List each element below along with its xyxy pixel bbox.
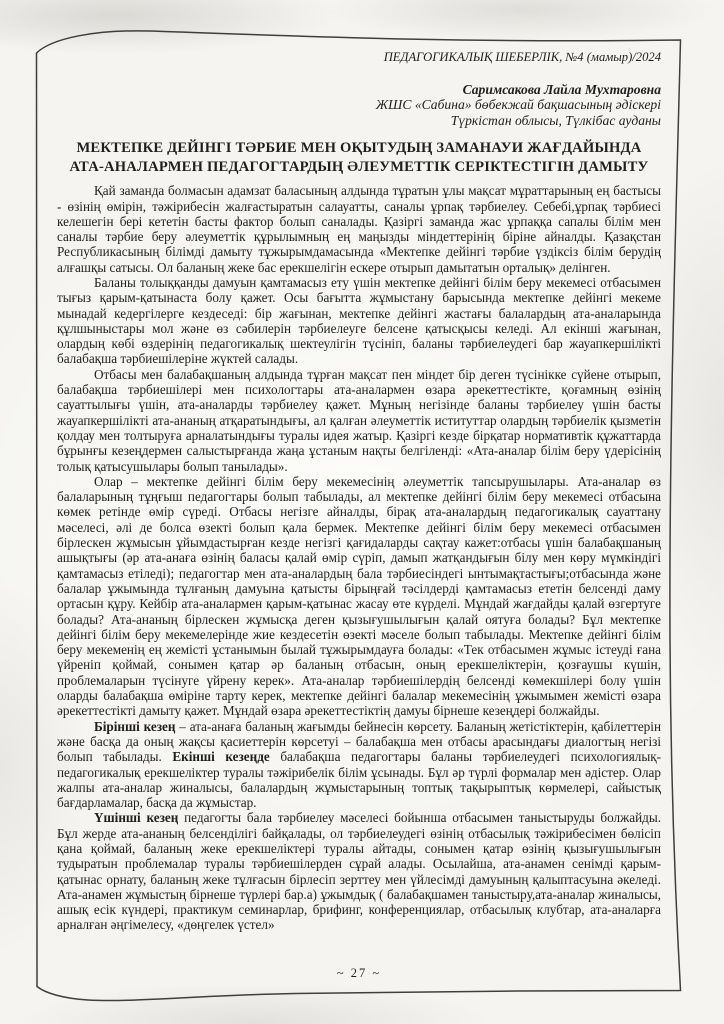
paragraph-intro: Қай заманда болмасын адамзат баласының алдында тұратын ұлы мақсат мұраттарының ең бастысы - өзінің өмірін, тәжірибесін жалғастыратын салауатты, саналы ұрпақ тәрбиелеу. Себебі,ұрпақ тәрбиесі келешегін бері кететін басты фактор болып саналады. Қазіргі заманда жас ұрпаққа сапалы білім мен саналы тәрбие беру әлеуметтік құрылымның ең маңызды міндеттерінің біріне айналды. Қазақстан Республикасының білімді дамыту тұжырымдамасында «Мектепке дейінгі тәрбие үздіксіз білім берудің алғашқы сатысы. Ол баланың жеке бас ерекшелігін ескере отырып дамытатын орталық» делінген.: [57, 183, 661, 275]
author-location: Түркістан облысы, Түлкібас ауданы: [450, 112, 661, 128]
author-affiliation: ЖШС «Сабина» бөбекжай бақшасының әдіскері: [375, 97, 661, 113]
page-number: ~ 27 ~: [336, 966, 382, 980]
article-title: [57, 139, 661, 176]
stage-three-text: педагогты бала тәрбиелеу мәселесі бойынша отбасымен таныстыруды болжайды. Бұл жерде ата-ананың белсенділігі байқалады, ол тәрбиелеудегі өзінің отбасылық тәжірибесімен бөлісіп қана қоймай, баланың жеке ерекшеліктері туралы айтады, сонымен қатар өзінің қызығушылығын тудыратын проблемалар туралы тәрбиешілерден сұрай алады. Осылайша, ата-анамен сенімді қарым-қатынас орнату, баланың жеке тұлғасын бірлесіп зерттеу мен үйлесімді дамуының қалыптасуына әкеледі. Ата-анамен жұмыстың бірнеше түрлері бар.а) ұжымдық ( балабақшамен таныстыру,ата-аналар жиналысы, ашық есік күндері, практикум семинарлар, брифинг, конференциялар, отбасылық клубтар, ата-аналарға арналған әңгімелесу, «дөңгелек үстел»: [57, 810, 661, 933]
page-content: [57, 50, 662, 980]
stage-one-label: Бірінші кезең: [94, 718, 176, 734]
stage-two-label: Екінші кезеңде: [172, 749, 270, 765]
stage-two-text: балабақша педагогтары баланы тәрбиелеудегі психологиялық-педагогикалық ерекшеліктер туралы тәжірибелік білім ұсынады. Бұл әр түрлі формалар мен әдістер. Олар жалпы ата-аналар жиналысы, балалардың жұмыстарының топтық тақырыптық көрмелері, сайыстық бағдарламалар, басқа да жұмыстар.: [57, 749, 662, 811]
paragraph-stage-three: [57, 810, 661, 932]
stage-one-text: – ата-анаға баланың жағымды бейнесін көрсету. Баланың жетістіктерін, қабілеттерін және басқа да оның жақсы қасиеттерін көрсетуі – балабақша мен отбасы арасындағы диалогтың негізі болып табылады.: [57, 718, 662, 765]
paragraph-stages-one-two: [57, 719, 661, 811]
author-name: Саримсакова Лайла Мухтаровна: [462, 82, 661, 97]
paragraph-social-customers: Олар – мектепке дейінгі білім беру мекемесінің әлеуметтік тапсырушылары. Ата-аналар өз балаларының тұңғыш педагогтары болып табылады, ал мектепке дейінгі білім беру мекемесі отбасына көмек ретінде өмір сүреді. Отбасы негізге айналды, бірақ ата-аналардың педагогикалық сауаттану мәселесі, әлі де болса өзекті болып қала бермек. Мектепке дейінгі білім беру мекемесі отбасымен бірлескен жұмысын ұйымдастырған кезде негізгі қағидаларды сақтау кажет:отбасы үшін балабақшаның ашықтығы (әр ата-анаға өзінің баласы қалай өмір сүріп, дамып жатқандығын білу мен көру мүмкіндігі қамтамасыз етіледі); педагогтар мен ата-аналардың бала тәрбиесіндегі ынтымақтастығы;отбасында және балалар ұжымында тұлғаның дамуына қатысты бірыңғай тәсілдерді қамтамасыз ететін белсенді даму ортасын құру. Кейбір ата-аналармен қарым-қатынас жасау өте күрделі. Мұндай жағдайды қалай өзгертуге болады? Ата-ананың бірлескен жұмысқа деген қызығушылығын қалай оятуға болады? Бұл мектепке дейінгі білім беру мекемелерінде жие кездесетін өзекті мәселе болып табылады. Мектепке дейінгі білім беру мекеменің ең жемісті ұстанымын былай тұжырымдауға болады: «Тек отбасымен жұмыс істеуді ғана үйреніп қоймай, сонымен қатар әр баланың отбасын, оның ерекшеліктерін, қозғаушы күшін, проблемаларын түсінуге үйрену керек». Ата-аналар тәрбиешілердің белсенді көмекшілері болу үшін оларды балабақша өміріне тарту керек, мектепке дейінгі балалар мекемесінің ұжымымен жемісті өзара әрекеттестікті дамыту қажет. Мұндай өзара әрекеттестіктің дамуы бірнеше кезеңдері болжайды.: [57, 473, 661, 719]
article-title-line-1: МЕКТЕПКЕ ДЕЙІНГІ ТӘРБИЕ МЕН ОҚЫТУДЫҢ ЗАМАНАУИ ЖАҒДАЙЫНДА: [76, 140, 642, 157]
article-body: [57, 183, 661, 933]
stage-three-label: Үшінші кезең: [94, 810, 179, 826]
author-block: [57, 82, 661, 128]
paragraph-family-cooperation: Баланы толыққанды дамуын қамтамасыз ету үшін мектепке дейінгі білім беру мекемесі отбасымен тығыз қарым-қатынаста болу қажет. Осы бағытта жұмыстану барысында мектепке дейінгі мекеме мынадай кедергілерге кездеседі: бір жағынан, мектепке дейінгі жастағы балалардың ата-аналарында құлшыныстары мол және өз сәбилерін тәрбиелеуге белсене қатысқысы келеді. Ал екінші жағынан, олардың көбі өздерінің педагогикалық шектеулігін түсініп, баланы тәрбиелеудегі бар жауапкершілікті балабақша тәрбиешілеріне жүктей салады.: [57, 275, 661, 367]
paragraph-shared-goal: Отбасы мен балабақшаның алдында тұрған мақсат пен міндет бір деген түсінікке сүйене отырып, балабақша тәрбиешілері мен психологтары ата-аналармен өзара әрекеттестікте, қоғамның өзінің сауаттылығы үшін, ата-аналарды тәрбиелеу қажет. Мұның негізінде баланы тәрбиелеу үшін басты жауапкершілікті ата-ананың атқаратындығы, ал қалған әлеуметтік иституттар олардың тәрбиелік қызметін қолдау мен толтыруға арналатындығы туралы идея жатыр. Қазіргі кезде бірқатар нормативтік құжаттарда бұрынғы кезеңдермен салыстырғанда жаңа ұстаным нақты белгіленді: «Ата-аналар білім беру үдерісінің толық қатысушылары болып танылады».: [57, 366, 661, 474]
article-title-line-2: АТА-АНАЛАРМЕН ПЕДАГОГТАРДЫҢ ӘЛЕУМЕТТІК СЕРІКТЕСТІГІН ДАМЫТУ: [69, 158, 649, 175]
journal-header: ПЕДАГОГИКАЛЫҚ ШЕБЕРЛІК, №4 (мамыр)/2024: [383, 50, 661, 64]
